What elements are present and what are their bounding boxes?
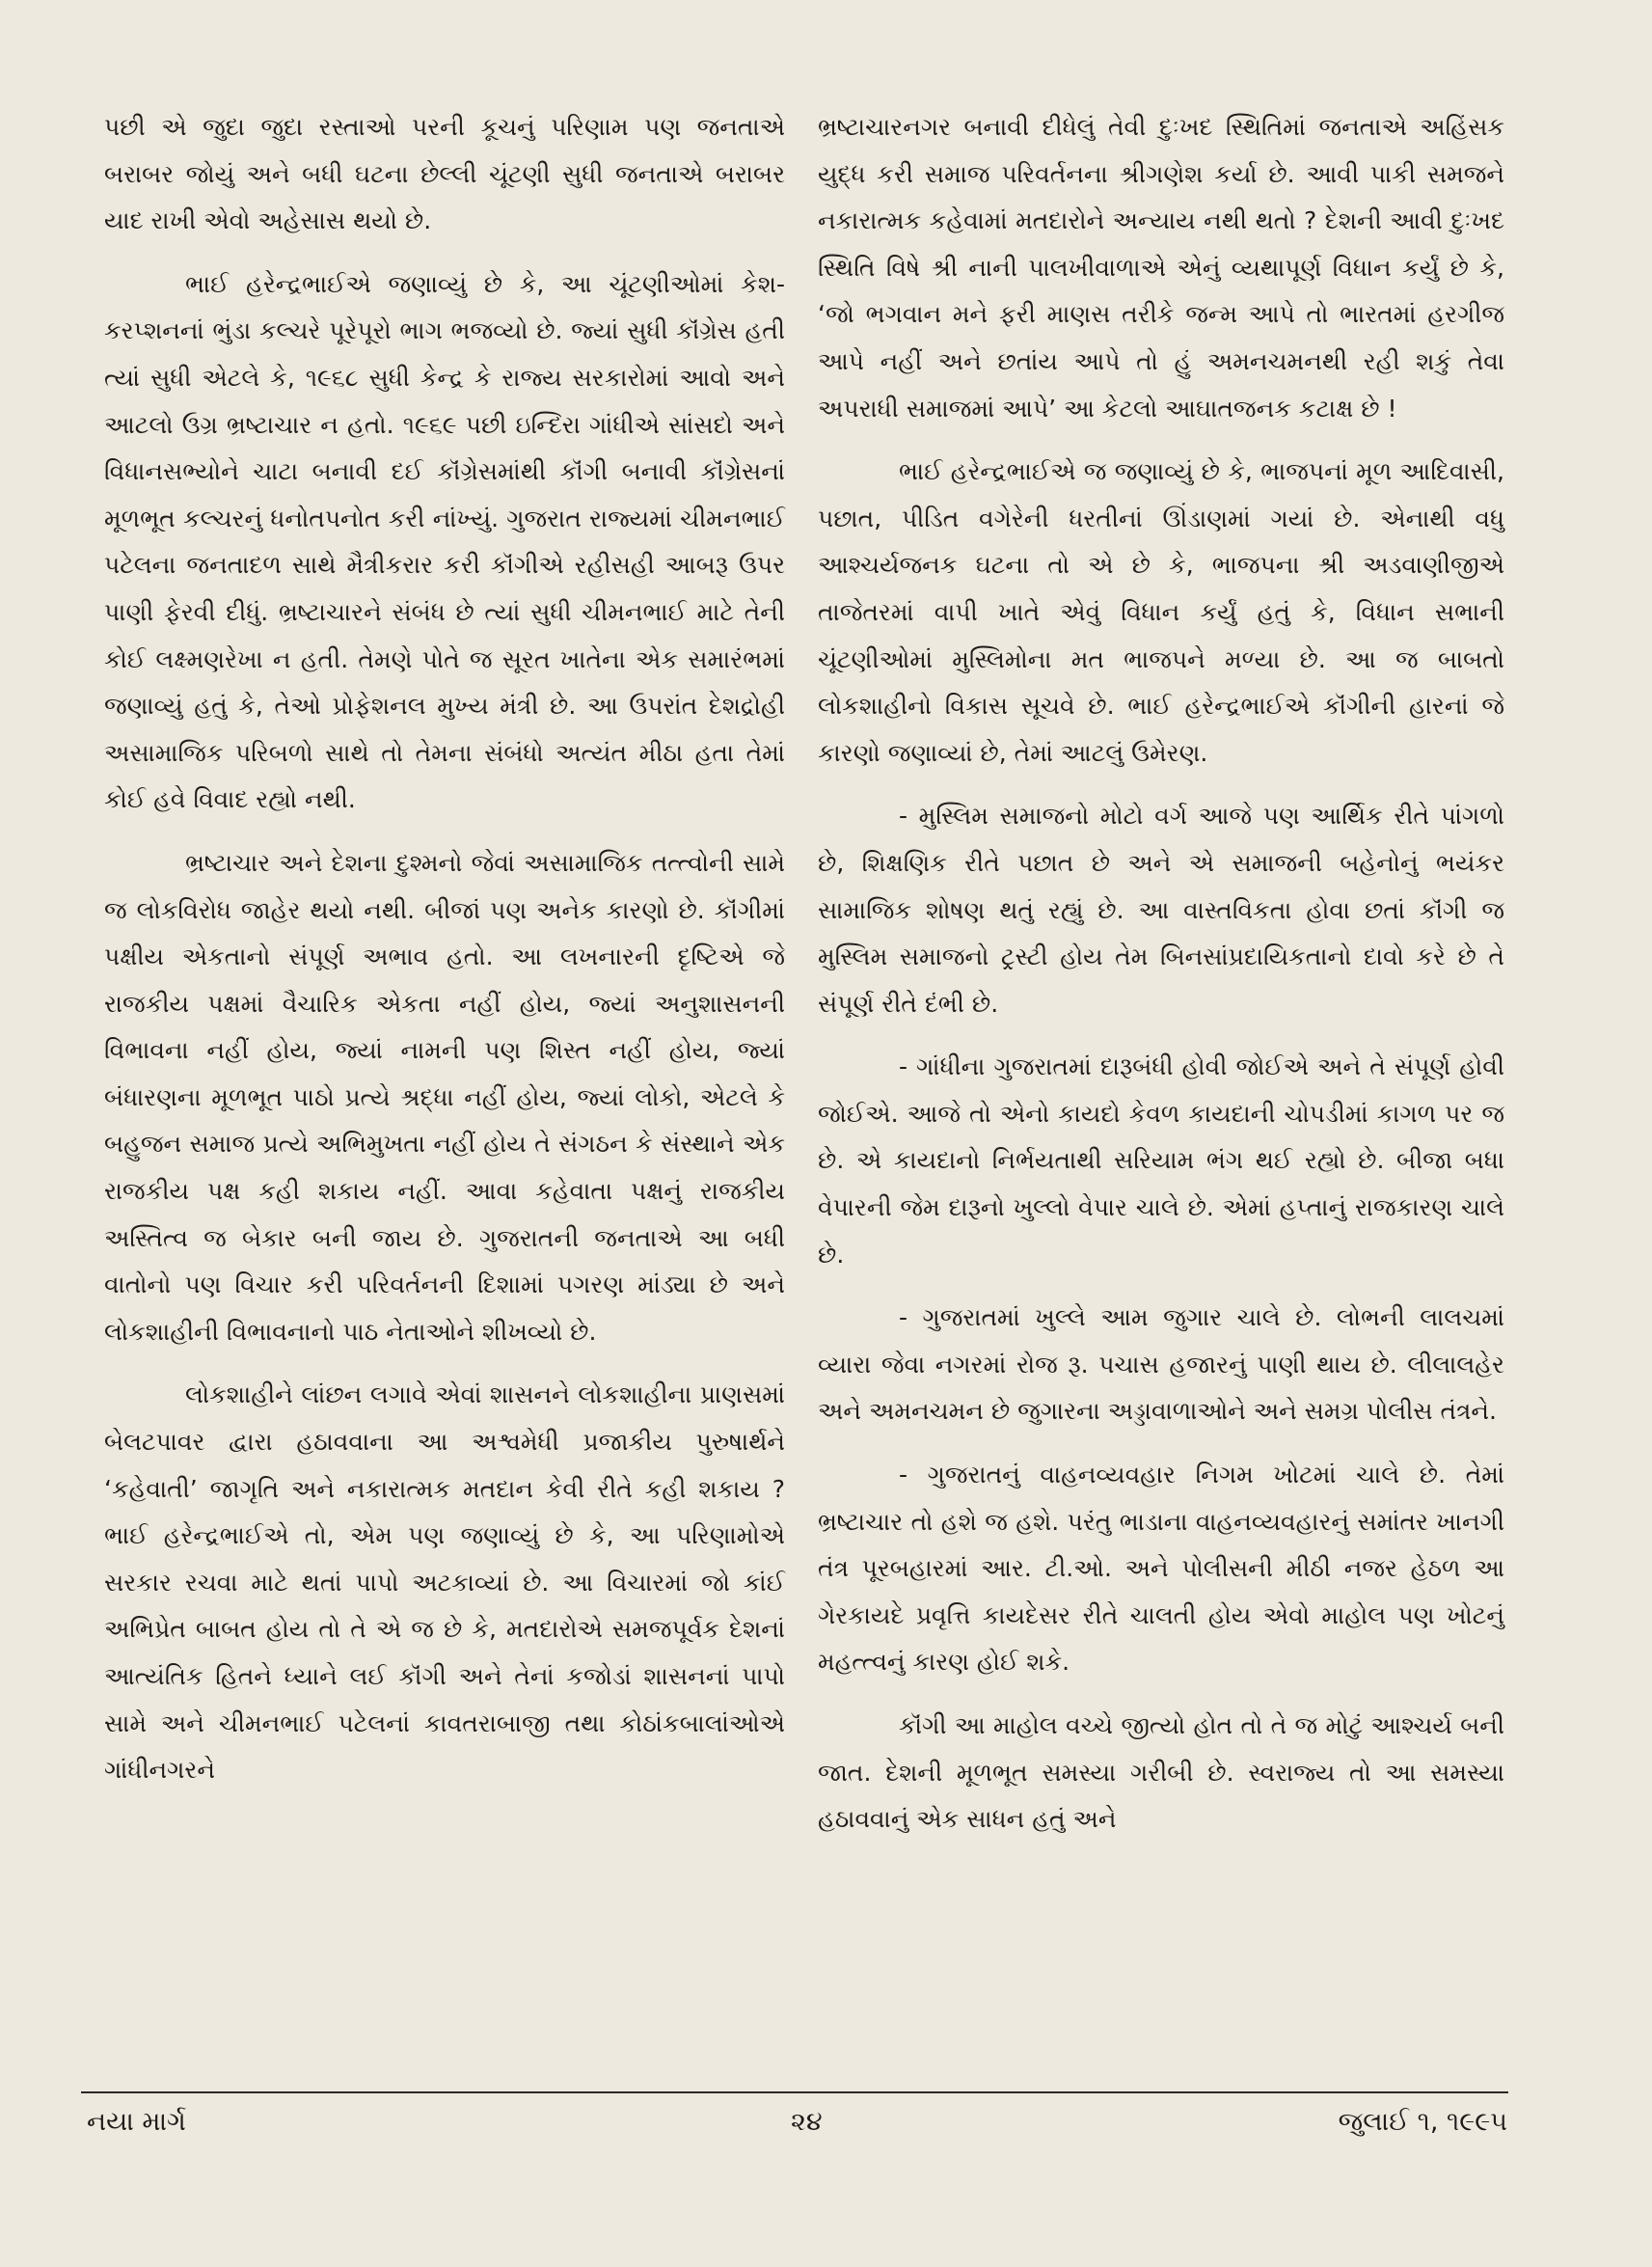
page-number: ૨૪ xyxy=(791,2107,823,2137)
footer-rule xyxy=(81,2091,1508,2093)
bullet-paragraph: - મુસ્લિમ સમાજનો મોટો વર્ગ આજે પણ આર્થિક રીતે પાંગળો છે, શિક્ષણિક રીતે પછાત છે અને એ સમાજની બહેનોનું ભયંકર સામાજિક શોષણ થતું રહ્યું છે. આ વાસ્તવિકતા હોવા છતાં કૉંગી જ મુસ્લિમ સમાજનો ટ્રસ્ટી હોય તેમ બિનસાંપ્રદાયિકતાનો દાવો કરે છે તે સંપૂર્ણ રીતે દંભી છે. xyxy=(818,802,1504,1018)
bullet-paragraph: - ગાંધીના ગુજરાતમાં દારૂબંધી હોવી જોઈએ અને તે સંપૂર્ણ હોવી જોઈએ. આજે તો એનો કાયદો કેવળ કાયદાની ચોપડીમાં કાગળ પર જ છે. એ કાયદાનો નિર્ભયતાથી સરિયામ ભંગ થઈ રહ્યો છે. બીજા બધા વેપારની જેમ દારૂનો ખુલ્લો વેપાર ચાલે છે. એમાં હપ્તાનું રાજકારણ ચાલે છે. xyxy=(818,1052,1504,1269)
paragraph: ભાઈ હરેન્દ્રભાઈએ જણાવ્યું છે કે, આ ચૂંટણીઓમાં કેશ-કરપ્શનનાં ભુંડા કલ્ચરે પૂરેપૂરો ભાગ ભજવ્યો છે. જ્યાં સુધી કૉંગ્રેસ હતી ત્યાં સુધી એટલે કે, ૧૯૬૮ સુધી કેન્દ્ર કે રાજ્ય સરકારોમાં આવો અને આટલો ઉગ્ર ભ્રષ્ટાચાર ન હતો. ૧૯૬૯ પછી ઇન્દિરા ગાંધીએ સાંસદો અને વિધાનસભ્યોને ચાટા બનાવી દઈ કૉંગ્રેસમાંથી કૉંગી બનાવી કૉંગ્રેસનાં મૂળભૂત કલ્ચરનું ધનોતપનોત કરી નાંખ્યું. ગુજરાત રાજ્યમાં ચીમનભાઈ પટેલના જનતાદળ સાથે મૈત્રીકરાર કરી કૉંગીએ રહીસહી આબરૂ ઉપર પાણી ફેરવી દીધું. ભ્રષ્ટાચારને સંબંધ છે ત્યાં સુધી ચીમનભાઈ માટે તેની કોઈ લક્ષ્મણરેખા ન હતી. તેમણે પોતે જ સૂરત ખાતેના એક સમારંભમાં જણાવ્યું હતું કે, તેઓ પ્રોફેશનલ મુખ્ય મંત્રી છે. આ ઉપરાંત દેશદ્રોહી અસામાજિક પરિબળો સાથે તો તેમના સંબંધો અત્યંત મીઠા હતા તેમાં કોઈ હવે વિવાદ રહ્યો નથી. xyxy=(104,269,785,814)
issue-date: જુલાઈ ૧, ૧૯૯૫ xyxy=(1338,2107,1507,2137)
right-column xyxy=(818,104,1504,1860)
bullet-paragraph: - ગુજરાતમાં ખુલ્લે આમ જુગાર ચાલે છે. લોભની લાલચમાં વ્યારા જેવા નગરમાં રોજ રૂ. પચાસ હજારનું પાણી થાય છે. લીલાલહેર અને અમનચમન છે જુગારના અડ્ડાવાળાઓને અને સમગ્ર પોલીસ તંત્રને. xyxy=(818,1303,1504,1426)
bullet-paragraph: - ગુજરાતનું વાહનવ્યવહાર નિગમ ખોટમાં ચાલે છે. તેમાં ભ્રષ્ટાચાર તો હશે જ હશે. પરંતુ ભાડાના વાહનવ્યવહારનું સમાંતર ખાનગી તંત્ર પૂરબહારમાં આર. ટી.ઓ. અને પોલીસની મીઠી નજર હેઠળ આ ગેરકાયદે પ્રવૃત્તિ કાયદેસર રીતે ચાલતી હોય એવો માહોલ પણ ખોટનું મહત્ત્વનું કારણ હોઈ શકે. xyxy=(818,1461,1504,1677)
paragraph: ભ્રષ્ટાચારનગર બનાવી દીધેલું તેવી દુઃખદ સ્થિતિમાં જનતાએ અહિંસક યુદ્ધ કરી સમાજ પરિવર્તનના શ્રીગણેશ કર્યા છે. આવી પાકી સમજને નકારાત્મક કહેવામાં મતદારોને અન્યાય નથી થતો ? દેશની આવી દુઃખદ સ્થિતિ વિષે શ્રી નાની પાલખીવાળાએ એનું વ્યથાપૂર્ણ વિધાન કર્યું છે કે, ‘જો ભગવાન મને ફરી માણસ તરીકે જન્મ આપે તો ભારતમાં હરગીજ આપે નહીં અને છતાંય આપે તો હું અમનચમનથી રહી શકું તેવા અપરાધી સમાજમાં આપે’ આ કેટલો આઘાતજનક કટાક્ષ છે ! xyxy=(818,113,1504,423)
paragraph: પછી એ જુદા જુદા રસ્તાઓ પરની કૂચનું પરિણામ પણ જનતાએ બરાબર જોયું અને બધી ઘટના છેલ્લી ચૂંટણી સુધી જનતાએ બરાબર યાદ રાખી એવો અહેસાસ થયો છે. xyxy=(104,113,785,235)
paragraph: ભ્રષ્ટાચાર અને દેશના દુશ્મનો જેવાં અસામાજિક તત્ત્વોની સામે જ લોકવિરોધ જાહેર થયો નથી. બીજાં પણ અનેક કારણો છે. કૉંગીમાં પક્ષીય એકતાનો સંપૂર્ણ અભાવ હતો. આ લખનારની દૃષ્ટિએ જે રાજકીય પક્ષમાં વૈચારિક એકતા નહીં હોય, જ્યાં અનુશાસનની વિભાવના નહીં હોય, જ્યાં નામની પણ શિસ્ત નહીં હોય, જ્યાં બંધારણના મૂળભૂત પાઠો પ્રત્યે શ્રદ્ધા નહીં હોય, જ્યાં લોકો, એટલે કે બહુજન સમાજ પ્રત્યે અભિમુખતા નહીં હોય તે સંગઠન કે સંસ્થાને એક રાજકીય પક્ષ કહી શકાય નહીં. આવા કહેવાતા પક્ષનું રાજકીય અસ્તિત્વ જ બેકાર બની જાય છે. ગુજરાતની જનતાએ આ બધી વાતોનો પણ વિચાર કરી પરિવર્તનની દિશામાં પગરણ માંડ્યા છે અને લોકશાહીની વિભાવનાનો પાઠ નેતાઓને શીખવ્યો છે. xyxy=(104,848,785,1346)
left-column xyxy=(104,104,785,1811)
paragraph: કૉંગી આ માહોલ વચ્ચે જીત્યો હોત તો તે જ મોટું આશ્ચર્ય બની જાત. દેશની મૂળભૂત સમસ્યા ગરીબી છે. સ્વરાજ્ય તો આ સમસ્યા હઠાવવાનું એક સાધન હતું અને xyxy=(818,1711,1504,1834)
paragraph: લોકશાહીને લાંછન લગાવે એવાં શાસનને લોકશાહીના પ્રાણસમાં બેલટપાવર દ્વારા હઠાવવાના આ અશ્વમેધી પ્રજાકીય પુરુષાર્થને ‘કહેવાતી’ જાગૃતિ અને નકારાત્મક મતદાન કેવી રીતે કહી શકાય ? ભાઈ હરેન્દ્રભાઈએ તો, એમ પણ જણાવ્યું છે કે, આ પરિણામોએ સરકાર રચવા માટે થતાં પાપો અટકાવ્યાં છે. આ વિચારમાં જો કાંઈ અભિપ્રેત બાબત હોય તો તે એ જ છે કે, મતદારોએ સમજપૂર્વક દેશનાં આત્યંતિક હિતને ધ્યાને લઈ કૉંગી અને તેનાં કજોડાં શાસનનાં પાપો સામે અને ચીમનભાઈ પટેલનાં કાવતરાબાજી તથા કોઠાંકબાલાંઓએ ગાંધીનગરને xyxy=(104,1380,785,1785)
paragraph: ભાઈ હરેન્દ્રભાઈએ જ જણાવ્યું છે કે, ભાજપનાં મૂળ આદિવાસી, પછાત, પીડિત વગેરેની ધરતીનાં ઊંડાણમાં ગયાં છે. એનાથી વધુ આશ્ચર્યજનક ઘટના તો એ છે કે, ભાજપના શ્રી અડવાણીજીએ તાજેતરમાં વાપી ખાતે એવું વિધાન કર્યું હતું કે, વિધાન સભાની ચૂંટણીઓમાં મુસ્લિમોના મત ભાજપને મળ્યા છે. આ જ બાબતો લોકશાહીનો વિકાસ સૂચવે છે. ભાઈ હરેન્દ્રભાઈએ કૉંગીની હારનાં જે કારણો જણાવ્યાં છે, તેમાં આટલું ઉમેરણ. xyxy=(818,457,1504,767)
publication-name: નયા માર્ગ xyxy=(87,2107,186,2137)
